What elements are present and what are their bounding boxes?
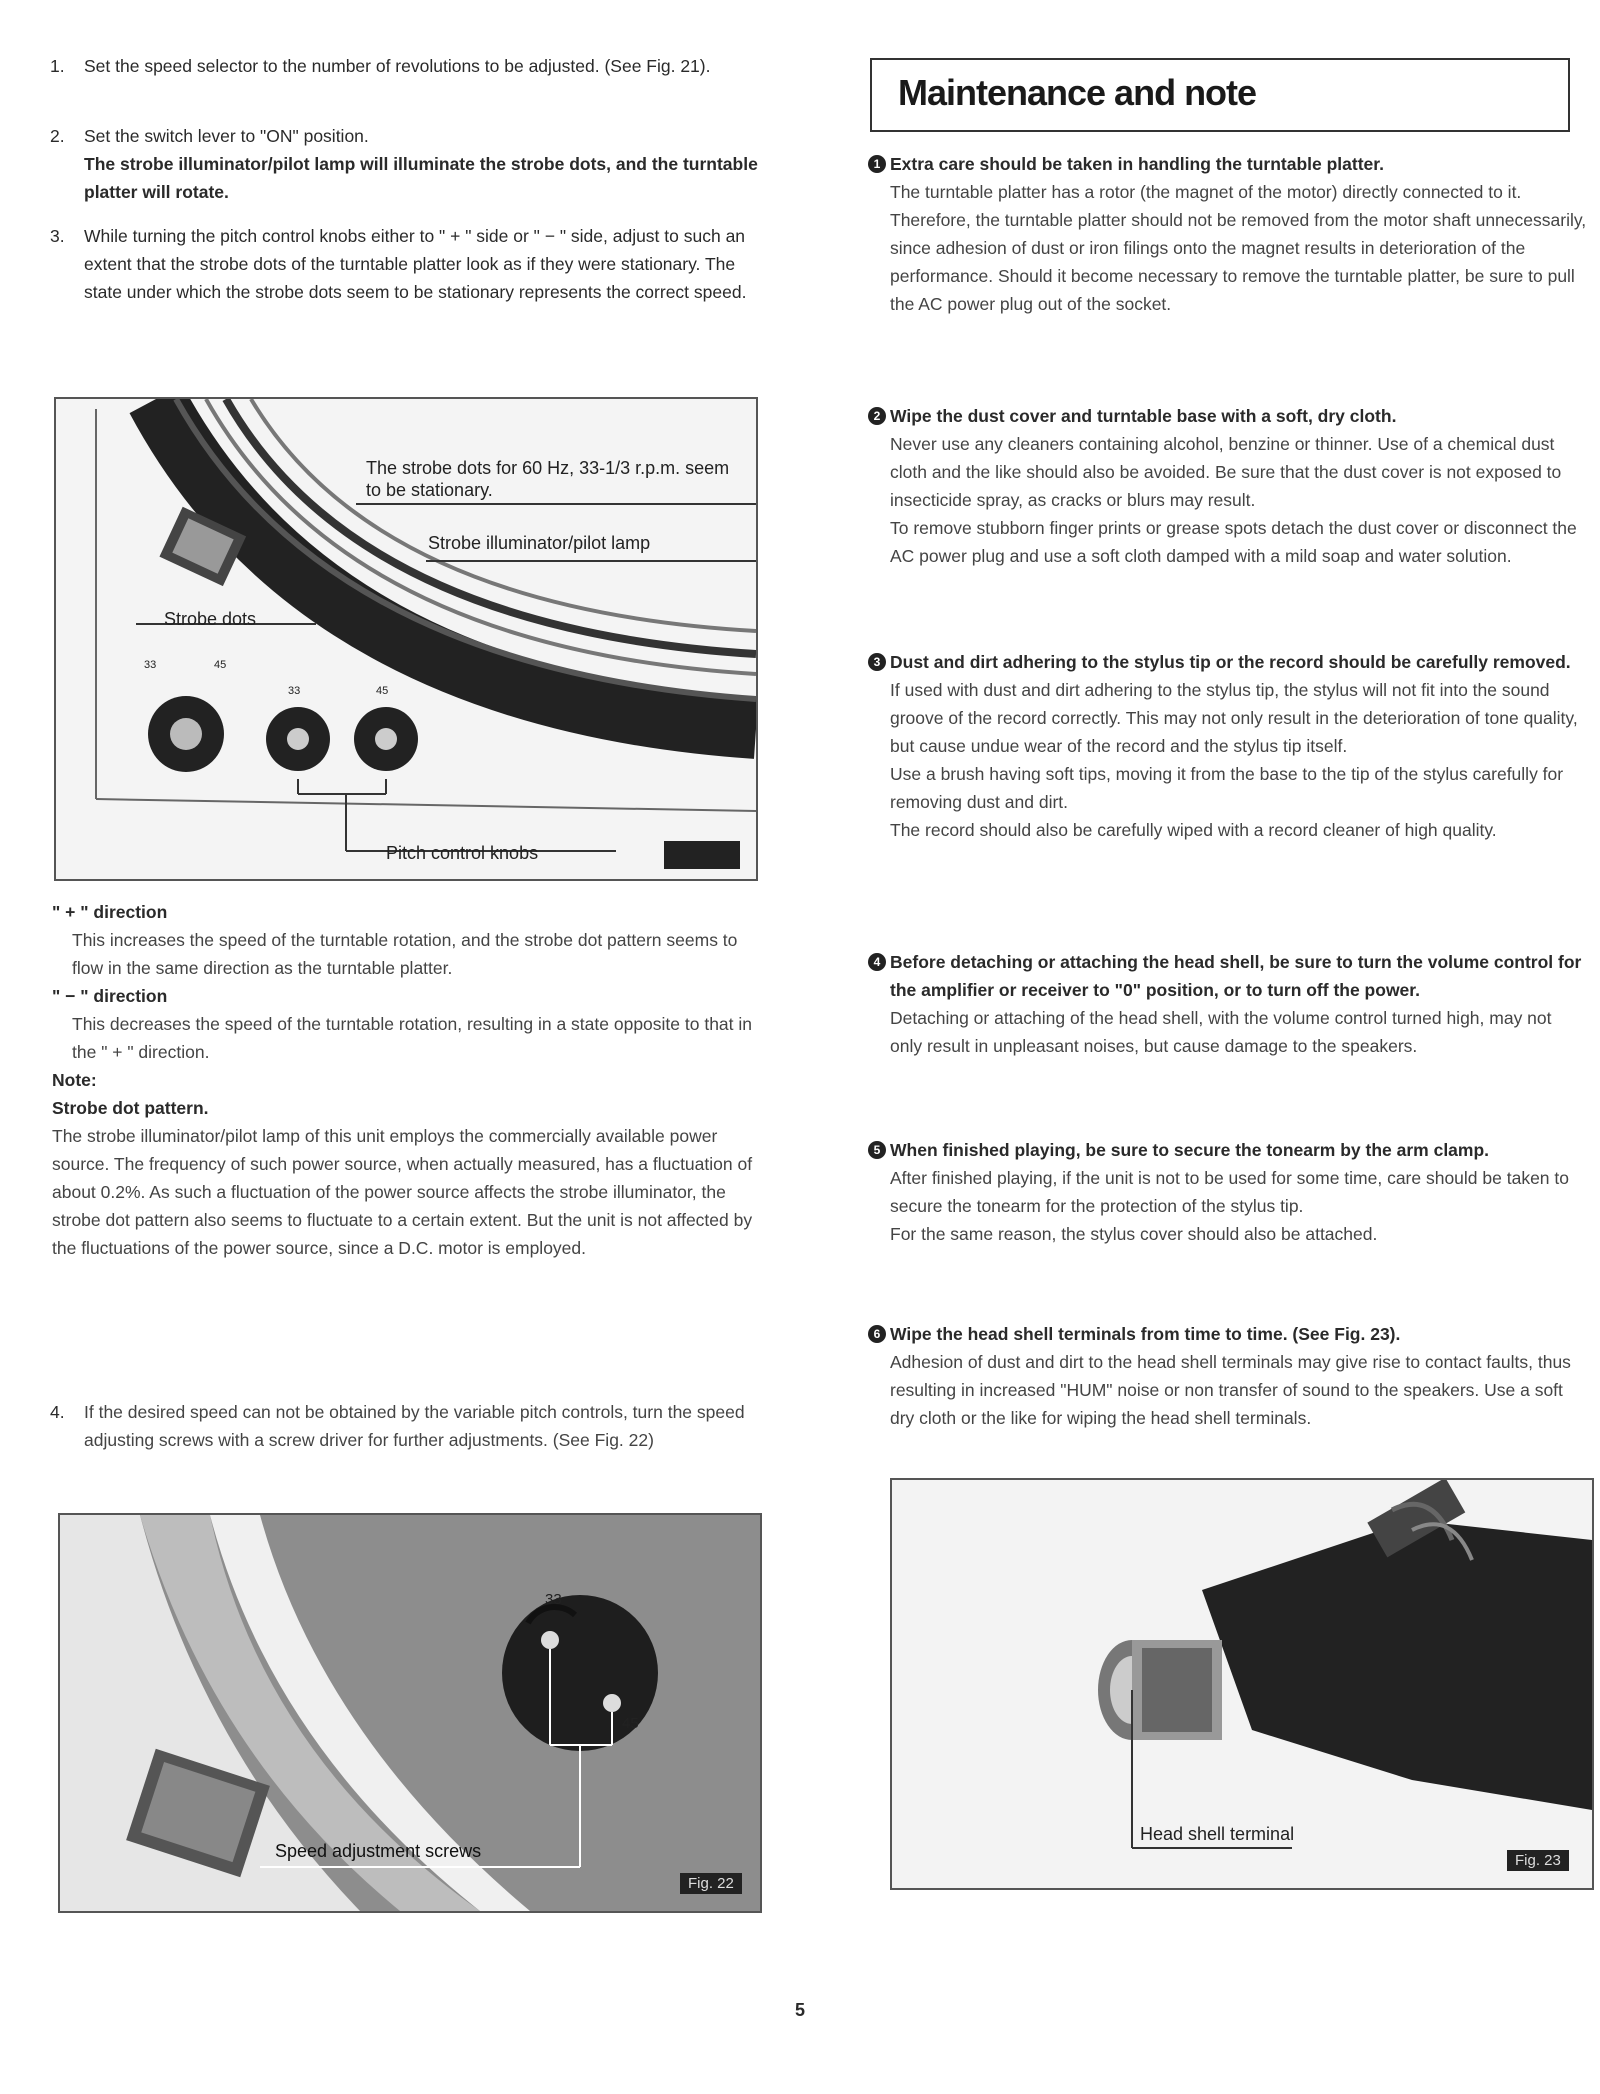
minus-direction-text: This decreases the speed of the turntable rotation, resulting in a state opposite to that in the " + " direction. xyxy=(72,1014,753,1062)
knob-33-label: 33 xyxy=(288,685,301,697)
step-number: 2. xyxy=(50,126,65,146)
screw-33-label: 33 xyxy=(545,1591,562,1608)
item-body: Detaching or attaching of the head shell, with the volume control turned high, may not only result in unpleasant noises, but cause damage to the speakers. xyxy=(890,1008,1552,1056)
number-bullet: 2 xyxy=(868,407,886,425)
item-body: Use a brush having soft tips, moving it from the base to the tip of the stylus carefully for removing dust and dirt. xyxy=(890,764,1564,812)
plus-direction-text: This increases the speed of the turntable rotation, and the strobe dot pattern seems to flow in the same direction as the turntable platter. xyxy=(72,930,738,978)
screw-45-label: 45 xyxy=(622,1715,639,1732)
maintenance-item-5 xyxy=(868,1136,1588,1248)
label-strobe-dots: Strobe dots xyxy=(164,609,257,629)
label-strobe-lamp: Strobe illuminator/pilot lamp xyxy=(428,533,651,553)
step-text: Set the speed selector to the number of revolutions to be adjusted. (See Fig. 21). xyxy=(84,56,711,76)
step-2 xyxy=(50,122,770,206)
item-heading: When finished playing, be sure to secure the tonearm by the arm clamp. xyxy=(890,1140,1490,1160)
minus-direction-title: " − " direction xyxy=(52,986,168,1006)
maintenance-item-3 xyxy=(868,648,1588,844)
plus-direction-title: " + " direction xyxy=(52,902,168,922)
note-subtitle: Strobe dot pattern. xyxy=(52,1098,209,1118)
number-bullet: 1 xyxy=(868,155,886,173)
item-body: Never use any cleaners containing alcohol, benzine or thinner. Use of a chemical dust cloth and the like should also be avoided. Be sure that the dust cover is not exposed to insecticide spray, as cracks or blurs may result. xyxy=(890,434,1562,510)
item-heading: Extra care should be taken in handling the turntable platter. xyxy=(890,154,1384,174)
step-text: Set the switch lever to "ON" position. xyxy=(84,126,369,146)
number-bullet: 4 xyxy=(868,953,886,971)
section-title-box xyxy=(870,58,1570,132)
item-heading: Dust and dirt adhering to the stylus tip or the record should be carefully removed. xyxy=(890,652,1571,672)
item-heading: Wipe the dust cover and turntable base with a soft, dry cloth. xyxy=(890,406,1397,426)
maintenance-item-4 xyxy=(868,948,1588,1060)
knob-45-label: 45 xyxy=(376,685,389,697)
item-body: If used with dust and dirt adhering to the stylus tip, the stylus will not fit into the sound groove of the record correctly. This may not only result in the deterioration of tone quality, but cause undue wear of the record and the stylus tip itself. xyxy=(890,680,1578,756)
label-head-shell-terminal: Head shell terminal xyxy=(1140,1824,1295,1844)
item-body: To remove stubborn finger prints or grease spots detach the dust cover or disconnect the AC power plug and use a soft cloth damped with a mild soap and water solution. xyxy=(890,518,1577,566)
step-4 xyxy=(50,1398,770,1454)
step-3 xyxy=(50,222,770,306)
step-result: The strobe illuminator/pilot lamp will illuminate the strobe dots, and the turntable platter will rotate. xyxy=(84,154,758,202)
number-bullet: 6 xyxy=(868,1325,886,1343)
figure-22 xyxy=(58,1513,762,1913)
figure-tag-block xyxy=(664,841,740,869)
label-speed-screws: Speed adjustment screws xyxy=(275,1841,482,1861)
selector-45-label: 45 xyxy=(214,659,227,671)
figure-23-tag: Fig. 23 xyxy=(1507,1850,1569,1871)
section-title: Maintenance and note xyxy=(898,72,1257,113)
item-body: The record should also be carefully wiped with a record cleaner of high quality. xyxy=(890,820,1497,840)
number-bullet: 5 xyxy=(868,1141,886,1159)
step-number: 4. xyxy=(50,1402,65,1422)
maintenance-item-1 xyxy=(868,150,1588,318)
selector-33-label: 33 xyxy=(144,659,157,671)
note-text: The strobe illuminator/pilot lamp of this unit employs the commercially available power source. The frequency of such power source, when actually measured, has a fluctuation of about 0.2%. As such a fluctuation of the power source affects the strobe illuminator, the strobe dot pattern also seems to fluctuate to a certain extent. But the unit is not affected by the fluctuations of the power source, since a D.C. motor is employed. xyxy=(52,1126,753,1258)
item-body: After finished playing, if the unit is not to be used for some time, care should be taken to secure the tonearm for the protection of the stylus tip. xyxy=(890,1168,1569,1216)
step-number: 1. xyxy=(50,56,65,76)
step-text: While turning the pitch control knobs either to " + " side or " − " side, adjust to such an extent that the strobe dots of the turntable platter look as if they were stationary. The state under which the strobe dots seem to be stationary represents the correct speed. xyxy=(84,226,747,302)
label-pitch-knobs: Pitch control knobs xyxy=(386,843,539,863)
figure-23 xyxy=(890,1478,1594,1890)
direction-notes xyxy=(52,898,762,1262)
item-heading: Wipe the head shell terminals from time to time. (See Fig. 23). xyxy=(890,1324,1401,1344)
item-body: The turntable platter has a rotor (the magnet of the motor) directly connected to it. Therefore, the turntable platter should not be removed from the motor shaft unnecessarily, since adhesion of dust or iron filings onto the magnet results in deterioration of the performance. Should it become necessary to remove the turntable platter, be sure to pull the AC power plug out of the socket. xyxy=(890,182,1587,314)
number-bullet: 3 xyxy=(868,653,886,671)
figure-21 xyxy=(54,397,758,881)
note-title: Note: xyxy=(52,1070,97,1090)
label-strobe-60hz: The strobe dots for 60 Hz, 33-1/3 r.p.m. seem to be stationary. xyxy=(366,458,730,500)
item-body: Adhesion of dust and dirt to the head shell terminals may give rise to contact faults, thus resulting in increased "HUM" noise or non transfer of sound to the speakers. Use a soft dry cloth or the like for wiping the head shell terminals. xyxy=(890,1352,1571,1428)
item-heading: Before detaching or attaching the head shell, be sure to turn the volume control for the amplifier or receiver to "0" position, or to turn off the power. xyxy=(890,952,1582,1000)
step-text: If the desired speed can not be obtained by the variable pitch controls, turn the speed adjusting screws with a screw driver for further adjustments. (See Fig. 22) xyxy=(84,1402,745,1450)
figure-22-tag: Fig. 22 xyxy=(680,1873,742,1894)
step-1 xyxy=(50,52,770,80)
page-number: 5 xyxy=(794,2000,805,2020)
maintenance-item-6 xyxy=(868,1320,1588,1432)
step-number: 3. xyxy=(50,226,65,246)
item-body: For the same reason, the stylus cover should also be attached. xyxy=(890,1224,1378,1244)
maintenance-item-2 xyxy=(868,402,1588,570)
